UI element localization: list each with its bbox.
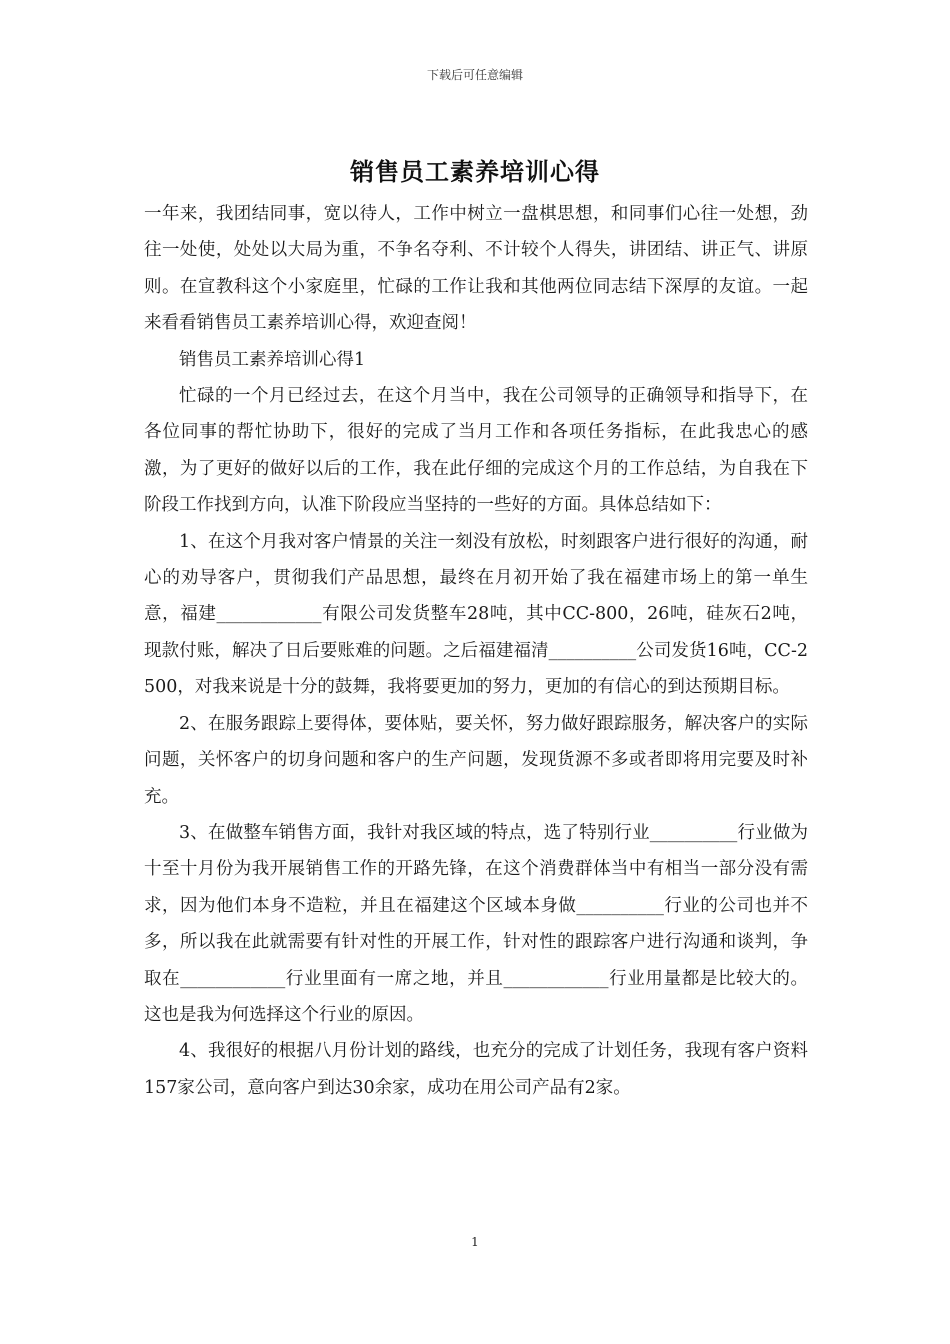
body-paragraph: 1、在这个月我对客户情景的关注一刻没有放松，时刻跟客户进行很好的沟通，耐心的劝导客户，贯彻我们产品思想，最终在月初开始了我在福建市场上的第一单生意，福建____________有限公司发货整车28吨，其中CC-800，26吨，硅灰石2吨，现款付账，解决了日后要账难的问题。之后福建福清__________公司发货16吨，CC-2500，对我来说是十分的鼓舞，我将要更加的努力，更加的有信心的到达预期目标。: [144, 531, 808, 698]
document-title: 销售员工素养培训心得: [350, 157, 600, 186]
body-paragraph: 忙碌的一个月已经过去，在这个月当中，我在公司领导的正确领导和指导下，在各位同事的帮忙协助下，很好的完成了当月工作和各项任务指标，在此我忠心的感激，为了更好的做好以后的工作，我在此仔细的完成这个月的工作总结，为自我在下阶段工作找到方向，认准下阶段应当坚持的一些好的方面。具体总结如下：: [144, 386, 808, 516]
body-paragraph: 2、在服务跟踪上要得体，要体贴，要关怀，努力做好跟踪服务，解决客户的实际问题，关怀客户的切身问题和客户的生产问题，发现货源不多或者即将用完要及时补充。: [144, 713, 808, 807]
body-paragraph: 4、我很好的根据八月份计划的路线，也充分的完成了计划任务，我现有客户资料157家公司，意向客户到达30余家，成功在用公司产品有2家。: [144, 1041, 808, 1098]
intro-paragraph: 一年来，我团结同事，宽以待人，工作中树立一盘棋思想，和同事们心往一处想，劲往一处使，处处以大局为重，不争名夺利、不计较个人得失，讲团结、讲正气、讲原则。在宣教科这个小家庭里，忙碌的工作让我和其他两位同志结下深厚的友谊。一起来看看销售员工素养培训心得，欢迎查阅！: [144, 204, 808, 334]
header-note: 下载后可任意编辑: [426, 68, 523, 82]
page-number: 1: [471, 1235, 479, 1249]
section-heading: 销售员工素养培训心得1: [179, 349, 366, 370]
body-paragraph: 3、在做整车销售方面，我针对我区域的特点，选了特别行业__________行业做为十至十月份为我开展销售工作的开路先锋，在这个消费群体当中有相当一部分没有需求，因为他们本身不造粒，并且在福建这个区域本身做__________行业的公司也并不多，所以我在此就需要有针对性的开展工作，针对性的跟踪客户进行沟通和谈判，争取在____________行业里面有一席之地，并且____________行业用量都是比较大的。这也是我为何选择这个行业的原因。: [144, 822, 808, 1025]
document-body: [144, 196, 808, 1106]
